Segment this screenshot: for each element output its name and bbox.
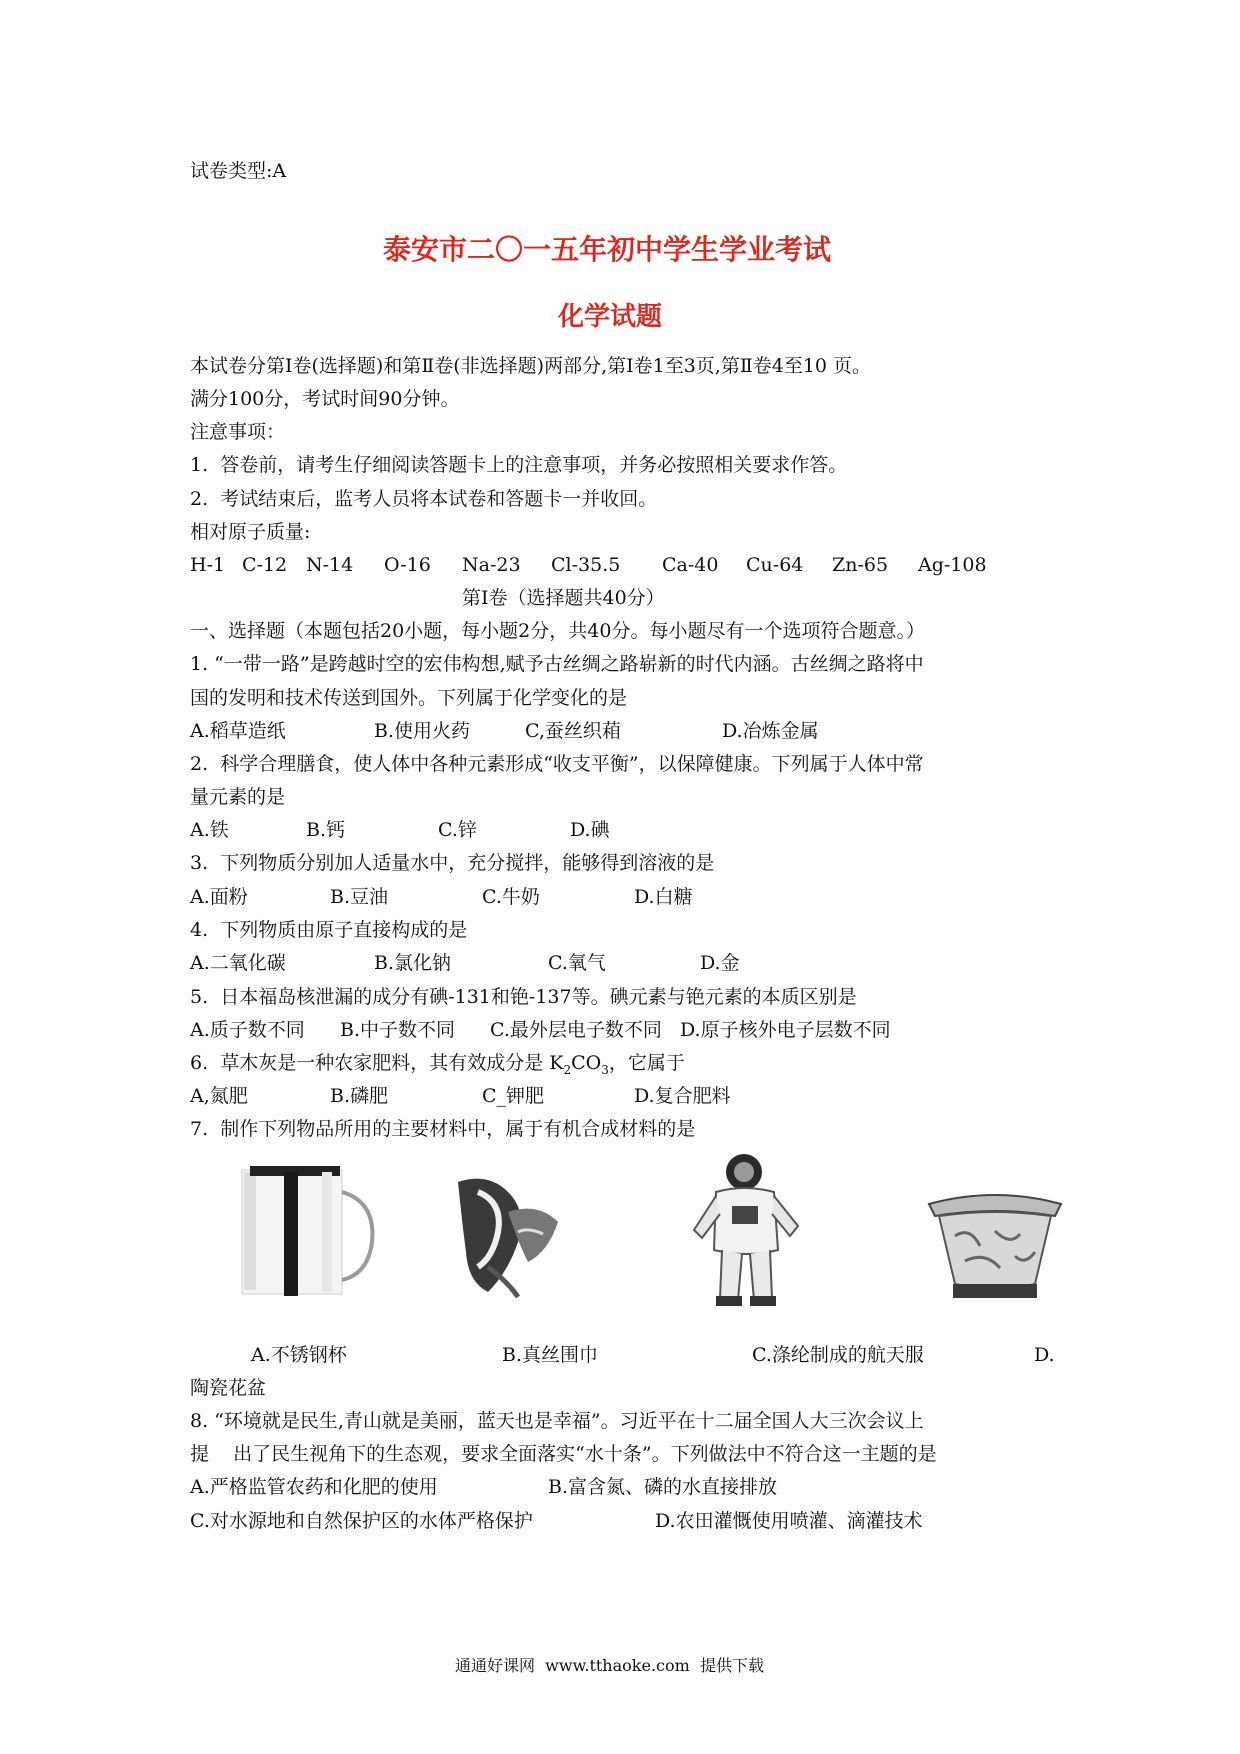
q6-stem-before: 6. 草木灰是一种农家肥料，其有效成分是 K [190, 1052, 564, 1074]
q2-option-d: D.碘 [570, 819, 610, 841]
atomic-mass-c: C-12 [242, 554, 288, 576]
q7-stem: 7. 制作下列物品所用的主要材料中，属于有机合成材料的是 [190, 1118, 696, 1140]
silk-scarf-image [448, 1172, 568, 1302]
q5-option-d: D.原子核外电子层数不同 [680, 1019, 891, 1041]
intro-line-1: 本试卷分第Ⅰ卷(选择题)和第Ⅱ卷(非选择题)两部分,第Ⅰ卷1至3页,第Ⅱ卷4至10 页。 [190, 355, 872, 377]
q2-stem-2: 量元素的是 [190, 786, 286, 808]
q8-option-a: A.严格监管农药和化肥的使用 [190, 1476, 438, 1498]
q2-option-a: A.铁 [190, 819, 229, 841]
q4-option-b: B.氯化钠 [374, 952, 452, 974]
atomic-mass-zn: Zn-65 [832, 554, 889, 576]
q6-subscript-1: 2 [563, 1062, 572, 1077]
q7-option-c: C.涤纶制成的航天服 [752, 1344, 924, 1366]
q7-option-d: D. [1034, 1344, 1055, 1366]
q2-option-b: B.钙 [306, 819, 346, 841]
q5-option-a: A.质子数不同 [190, 1019, 305, 1041]
note-1: 1. 答卷前，请考生仔细阅读答题卡上的注意事项，并务必按照相关要求作答。 [190, 454, 848, 476]
q8-option-b: B.富含氮、磷的水直接排放 [548, 1476, 778, 1498]
footer-credit: 通通好课网 www.tthaoke.com 提供下载 [455, 1656, 764, 1675]
spacesuit-image [686, 1150, 810, 1310]
q6-subscript-2: 3 [601, 1062, 609, 1077]
q4-option-c: C.氧气 [548, 952, 606, 974]
q6-option-b: B.磷肥 [330, 1085, 389, 1107]
atomic-mass-ag: Ag-108 [918, 554, 987, 576]
q8-option-d: D.农田灌慨使用喷灌、滴灌技术 [655, 1510, 923, 1532]
q6-option-c: C_钾肥 [482, 1085, 545, 1107]
q4-option-a: A.二氧化碳 [190, 952, 286, 974]
q6-option-d: D.复合肥料 [634, 1085, 731, 1107]
atomic-mass-heading: 相对原子质量: [190, 521, 311, 543]
stainless-steel-cup-image [240, 1162, 380, 1302]
q5-stem: 5. 日本福岛核泄漏的成分有碘-131和铯-137等。碘元素与铯元素的本质区别是 [190, 986, 857, 1008]
q6-stem-mid: CO [571, 1052, 602, 1074]
q1-option-a: A.稻草造纸 [190, 720, 286, 742]
q1-option-c: C,蚕丝织葙 [525, 720, 621, 742]
q4-stem: 4. 下列物质由原子直接构成的是 [190, 919, 468, 941]
atomic-mass-cu: Cu-64 [746, 554, 804, 576]
q2-option-c: C.锌 [438, 819, 477, 841]
exam-subtitle: 化学试题 [558, 302, 663, 332]
q5-option-c: C.最外层电子数不同 [490, 1019, 662, 1041]
q2-stem-1: 2. 科学合理膳食，使人体中各种元素形成“收支平衡”，以保障健康。下列属于人体中常 [190, 753, 924, 775]
atomic-mass-cl: Cl-35.5 [551, 554, 621, 576]
q4-option-d: D.金 [700, 952, 740, 974]
q1-stem-2: 国的发明和技术传送到国外。下列属于化学变化的是 [190, 687, 628, 709]
q1-option-b: B.使用火药 [374, 720, 471, 742]
q6-stem [190, 1054, 685, 1076]
ceramic-flowerpot-image [925, 1186, 1065, 1304]
q8-stem-1: 8. “环境就是民生,青山就是美丽，蓝天也是幸福”。习近平在十二届全国人大三次会议上 [190, 1410, 924, 1432]
atomic-mass-na: Na-23 [462, 554, 521, 576]
q7-option-d-wrap: 陶瓷花盆 [190, 1377, 267, 1399]
q3-stem: 3. 下列物质分别加人适量水中，充分搅拌，能够得到溶液的是 [190, 852, 715, 874]
q3-option-a: A.面粉 [190, 886, 248, 908]
intro-line-2: 满分100分，考试时间90分钟。 [190, 388, 460, 410]
q8-stem-2: 提 出了民生视角下的生态观，要求全面落实“水十条”。下列做法中不符合这一主题的是 [190, 1443, 937, 1465]
notes-heading: 注意事项： [190, 421, 286, 443]
q3-option-d: D.白糖 [634, 886, 693, 908]
q6-option-a: A,氮肥 [190, 1085, 248, 1107]
q1-option-d: D.冶炼金属 [722, 720, 819, 742]
atomic-mass-o: O-16 [384, 554, 431, 576]
section-instructions: 一、选择题（本题包括20小题，每小题2分，共40分。每小题尽有一个选项符合题意。） [190, 620, 925, 642]
q7-option-b: B.真丝围巾 [502, 1344, 599, 1366]
q6-stem-after: ，它属于 [608, 1052, 685, 1074]
note-2: 2. 考试结束后，监考人员将本试卷和答题卡一并收回。 [190, 488, 658, 510]
section-title: 第Ⅰ卷（选择题共40分） [462, 587, 665, 609]
atomic-mass-ca: Ca-40 [662, 554, 719, 576]
atomic-mass-n: N-14 [306, 554, 354, 576]
q1-stem-1: 1. “一带一路”是跨越时空的宏伟构想,赋予古丝绸之路崭新的时代内涵。古丝绸之路将中 [190, 653, 924, 675]
q3-option-b: B.豆油 [330, 886, 389, 908]
q8-option-c: C.对水源地和自然保护区的水体严格保护 [190, 1510, 533, 1532]
q7-option-a: A.不锈钢杯 [251, 1344, 347, 1366]
paper-type: 试卷类型:A [190, 160, 287, 182]
exam-title: 泰安市二〇一五年初中学生学业考试 [383, 233, 832, 266]
atomic-mass-h: H-1 [190, 554, 226, 576]
q5-option-b: B.中子数不同 [340, 1019, 456, 1041]
q3-option-c: C.牛奶 [482, 886, 540, 908]
